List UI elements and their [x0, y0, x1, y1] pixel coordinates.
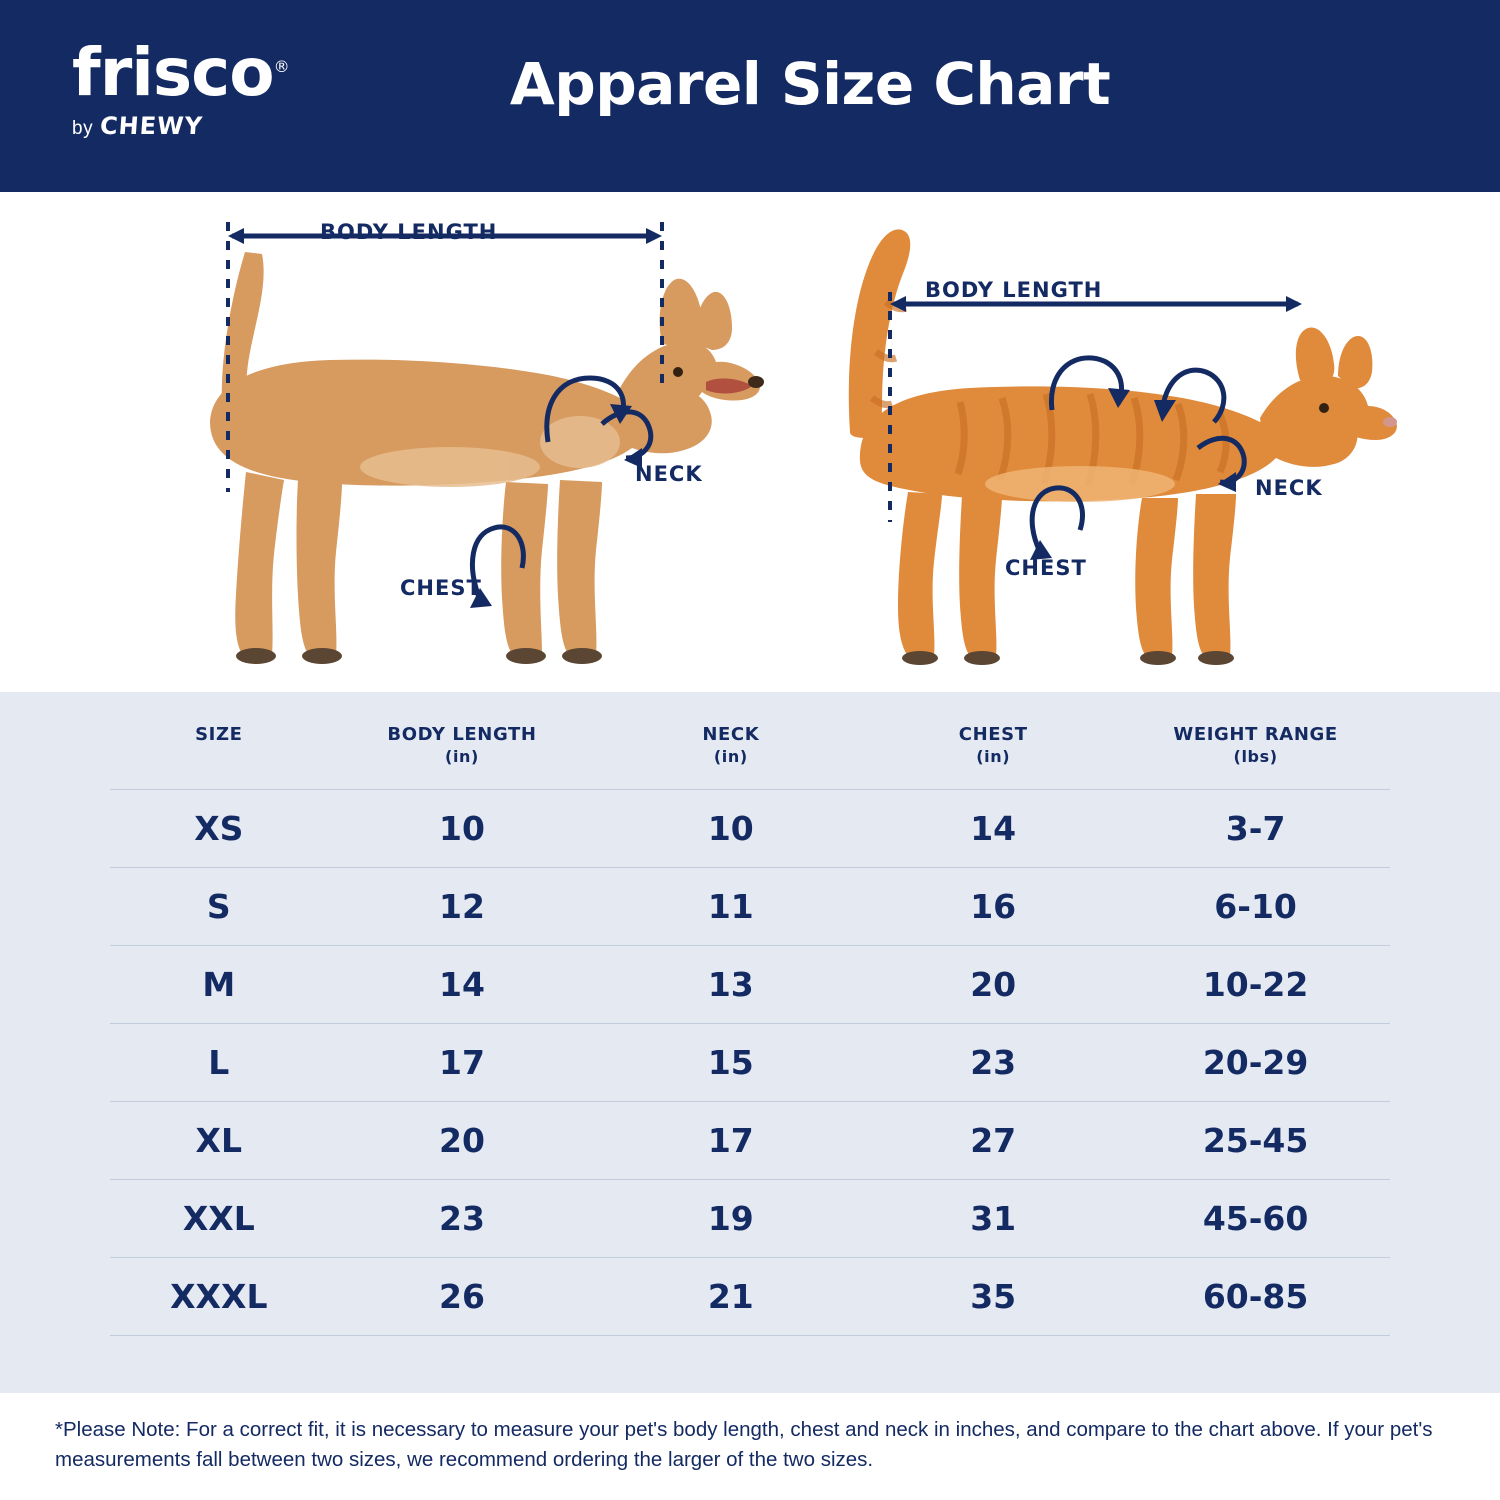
cell-chest: 35	[865, 1257, 1121, 1335]
size-table	[110, 714, 1390, 1336]
column-header-neck-unit: (in)	[713, 746, 748, 766]
brand-name-text: frisco	[72, 34, 274, 111]
cat-illustration	[790, 192, 1430, 692]
cell-neck: 11	[596, 867, 865, 945]
dog-arrow-left	[228, 228, 244, 244]
column-header-weight-range-unit: (lbs)	[1233, 746, 1278, 766]
table-row	[110, 789, 1390, 867]
cell-size: S	[110, 867, 328, 945]
column-header-body-length-label: BODY LENGTH	[387, 724, 537, 745]
cat-nose	[1383, 417, 1397, 427]
column-header-body-length-unit: (in)	[445, 746, 479, 766]
cell-neck: 13	[596, 945, 865, 1023]
cell-body-length: 23	[328, 1179, 597, 1257]
cell-weight: 20-29	[1121, 1023, 1390, 1101]
cell-size: L	[110, 1023, 328, 1101]
dog-neck-label: NECK	[635, 462, 703, 486]
cell-weight: 3-7	[1121, 789, 1390, 867]
cell-body-length: 14	[328, 945, 597, 1023]
size-table-body	[110, 789, 1390, 1335]
brand-parent-label: CHEWY	[99, 112, 205, 140]
dog-nose	[748, 376, 764, 388]
cell-weight: 25-45	[1121, 1101, 1390, 1179]
cell-body-length: 26	[328, 1257, 597, 1335]
cell-chest: 20	[865, 945, 1121, 1023]
table-row	[110, 1257, 1390, 1335]
column-header-weight-range	[1121, 714, 1390, 789]
cell-weight: 45-60	[1121, 1179, 1390, 1257]
dog-figure-svg	[150, 192, 770, 692]
table-row	[110, 945, 1390, 1023]
column-header-neck-label: NECK	[702, 724, 760, 745]
cell-neck: 17	[596, 1101, 865, 1179]
cat-figure-svg	[790, 192, 1430, 692]
cat-eye	[1319, 403, 1329, 413]
cell-body-length: 17	[328, 1023, 597, 1101]
cell-weight: 6-10	[1121, 867, 1390, 945]
column-header-chest	[865, 714, 1121, 789]
table-header-row	[110, 714, 1390, 789]
cell-neck: 10	[596, 789, 865, 867]
dog-paws	[236, 648, 602, 664]
cell-body-length: 10	[328, 789, 597, 867]
cell-size: XXXL	[110, 1257, 328, 1335]
cell-chest: 14	[865, 789, 1121, 867]
cell-chest: 27	[865, 1101, 1121, 1179]
table-row	[110, 867, 1390, 945]
brand-by-label: by	[72, 118, 94, 139]
column-header-body-length	[328, 714, 597, 789]
footnote: *Please Note: For a correct fit, it is necessary to measure your pet's body length, chest and neck in inches, and compare to the chart above. If your pet's measurements fall between two sizes, we recommend ordering the larger of the two sizes.	[0, 1393, 1500, 1500]
registered-mark: ®	[273, 57, 289, 76]
cell-chest: 23	[865, 1023, 1121, 1101]
cat-chest-label: CHEST	[1005, 556, 1087, 580]
column-header-size	[110, 714, 328, 789]
size-table-area	[0, 692, 1500, 1393]
column-header-weight-range-label: WEIGHT RANGE	[1173, 724, 1338, 745]
dog-eye	[673, 367, 683, 377]
table-row	[110, 1101, 1390, 1179]
cell-chest: 16	[865, 867, 1121, 945]
cell-size: XS	[110, 789, 328, 867]
cell-weight: 10-22	[1121, 945, 1390, 1023]
page-header	[0, 0, 1500, 192]
cat-arrow-right	[1286, 296, 1302, 312]
cell-chest: 31	[865, 1179, 1121, 1257]
cell-size: XXL	[110, 1179, 328, 1257]
dog-chest-label: CHEST	[400, 576, 482, 600]
dog-illustration	[150, 192, 770, 692]
cat-belly-highlight	[985, 466, 1175, 502]
column-header-neck	[596, 714, 865, 789]
column-header-chest-label: CHEST	[958, 724, 1028, 745]
cat-neck-label: NECK	[1255, 476, 1323, 500]
table-row	[110, 1023, 1390, 1101]
size-table-head	[110, 714, 1390, 789]
cell-neck: 21	[596, 1257, 865, 1335]
cell-size: XL	[110, 1101, 328, 1179]
cell-body-length: 12	[328, 867, 597, 945]
column-header-size-label: SIZE	[195, 724, 243, 745]
column-header-chest-unit: (in)	[976, 746, 1011, 766]
cell-body-length: 20	[328, 1101, 597, 1179]
cat-paws	[902, 651, 1234, 665]
cell-size: M	[110, 945, 328, 1023]
table-row	[110, 1179, 1390, 1257]
dog-arrow-right	[646, 228, 662, 244]
illustration-band	[0, 192, 1500, 692]
cell-neck: 19	[596, 1179, 865, 1257]
cat-body-length-label: BODY LENGTH	[925, 278, 1103, 302]
page-title: Apparel Size Chart	[509, 50, 1111, 118]
cell-neck: 15	[596, 1023, 865, 1101]
dog-body-length-label: BODY LENGTH	[320, 220, 498, 244]
cell-weight: 60-85	[1121, 1257, 1390, 1335]
